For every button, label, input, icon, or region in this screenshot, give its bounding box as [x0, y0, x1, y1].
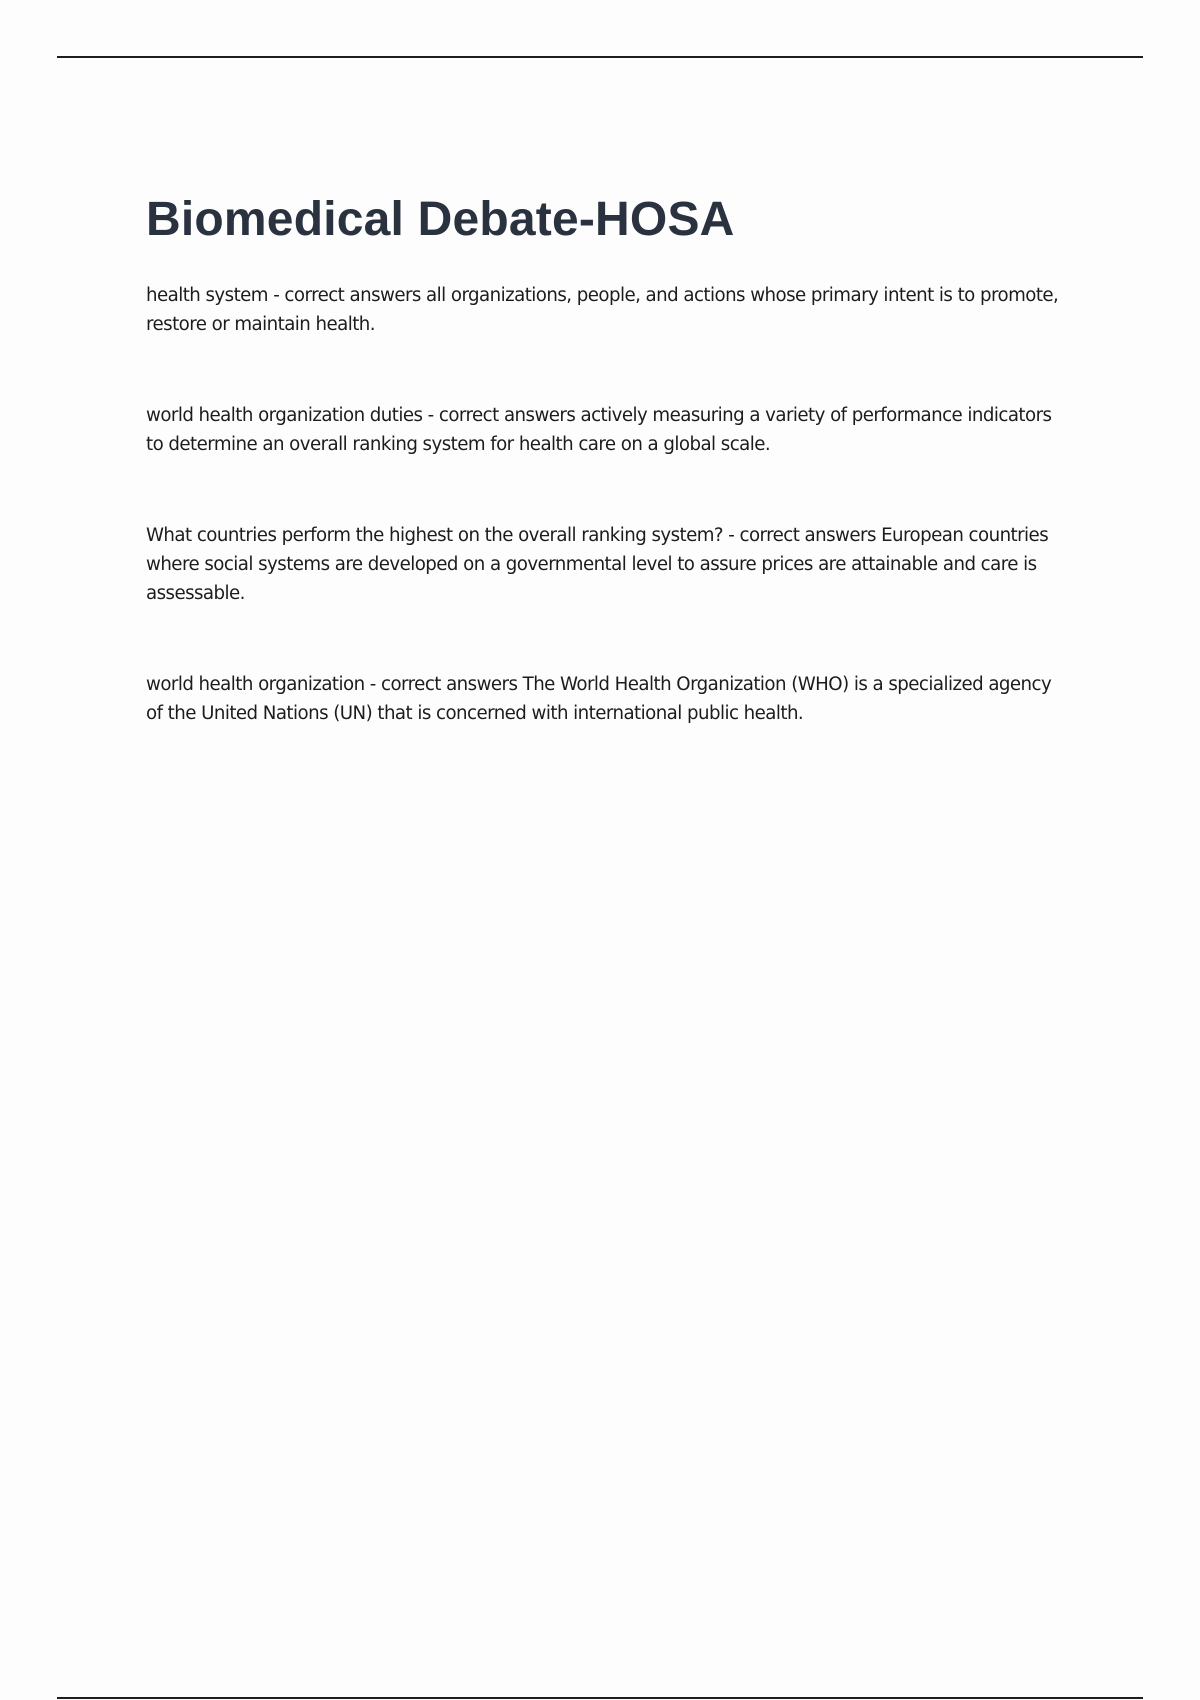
- flashcard-entry-highest-ranking-countries: What countries perform the highest on the overall ranking system? - correct answers European countries where social systems are developed on a governmental level to assure prices are attainable and care is assessable.: [146, 525, 1049, 604]
- document-body: [146, 190, 1066, 790]
- flashcard-entry-health-system: health system - correct answers all organizations, people, and actions whose primary intent is to promote, restore or maintain health.: [146, 285, 1059, 335]
- top-rule: [57, 56, 1143, 58]
- bottom-rule: [57, 1697, 1143, 1699]
- flashcard-entry-who-duties: world health organization duties - correct answers actively measuring a variety of performance indicators to determine an overall ranking system for health care on a global scale.: [146, 405, 1052, 455]
- flashcard-entry-who-definition: world health organization - correct answers The World Health Organization (WHO) is a specialized agency of the United Nations (UN) that is concerned with international public health.: [146, 674, 1052, 724]
- flashcard-list: [146, 281, 1066, 728]
- document-title: Biomedical Debate-HOSA: [146, 193, 735, 246]
